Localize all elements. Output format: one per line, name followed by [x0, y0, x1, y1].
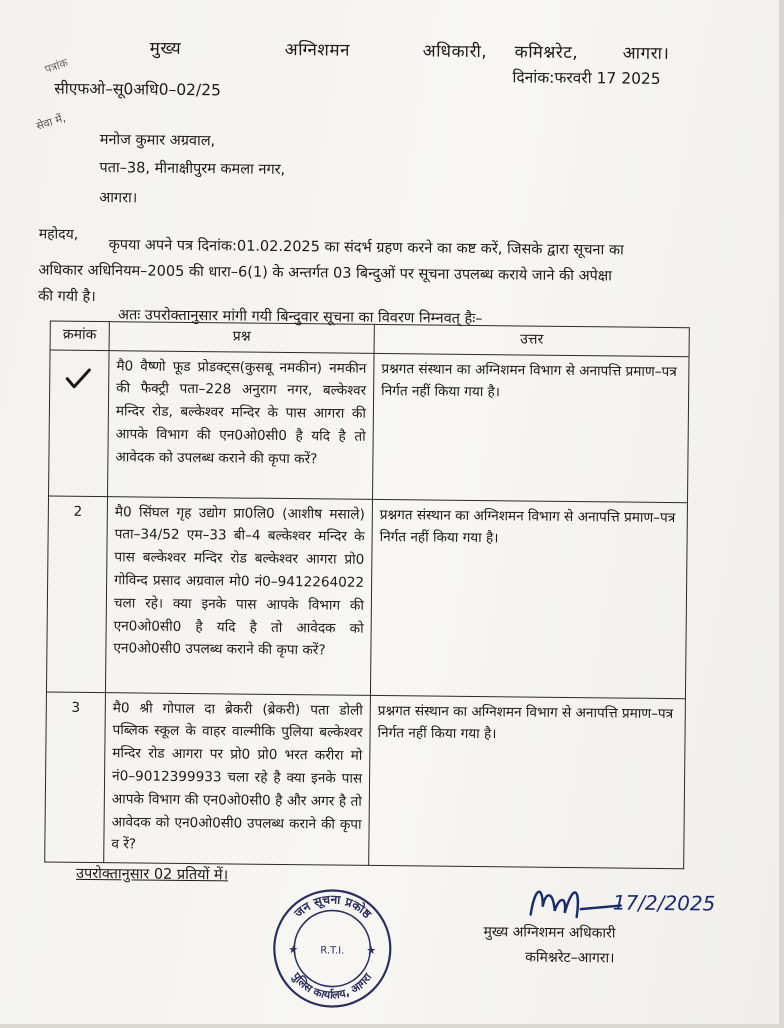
rti-response-table: [44, 321, 690, 869]
recipient-address: पता–38, मीनाक्षीपुरम कमला नगर,: [99, 160, 286, 178]
handwritten-one-tick-icon: [63, 365, 93, 395]
ref-prefix-faint: पत्रांक: [43, 56, 70, 77]
table-row: [49, 350, 689, 503]
stamp-center: R.T.I.: [320, 945, 345, 957]
row-question: मै0 वैष्णो फूड प्रोडक्ट्स(कुसबू नमकीन) नमकीन की फैक्ट्री पता–228 अनुराग नगर, बल्केश्वर मन्दिर रोड, बल्केश्वर मन्दिर के पास आगरा की आपके विभाग की एन0ओ0सी0 है यदि है तो आवेदक को उपलब्ध कराने की कृपा करें?: [108, 350, 375, 499]
rti-cell-stamp: [271, 887, 394, 1010]
body-line-3: की गयी है।: [38, 288, 96, 306]
signature-date: 17/2/2025: [612, 890, 716, 916]
row-question: मै0 सिंघल गृह उद्योग प्रा0लि0 (आशीष मसाले) पता–34/52 एम–33 बी–4 बल्केश्वर मन्दिर के पास बल्केश्वर मन्दिर रोड बल्केश्वर आगरा प्रो0 गोविन्द प्रसाद अग्रवाल मो0 नं0–9412264022 चला रहे। क्या इनके पास आपके विभाग की एन0ओ0सी0 है यदि है तो आवेदक को एन0ओ0सी0 उपलब्ध कराने की कृपा करें?: [105, 496, 372, 695]
body-line-2: अधिकार अधिनियम–2005 की धारा–6(1) के अन्तर्गत 03 बिन्दुओं पर सूचना उपलब्ध कराये जाने की अपेक्षा: [38, 262, 613, 285]
body-line-4: अतः उपरोक्तानुसार मांगी गयी बिन्दुवार सूचना का विवरण निम्नवत् हैः–: [117, 307, 483, 328]
stamp-star-right-icon: ★: [366, 943, 377, 957]
row-question: मै0 श्री गोपाल दा ब्रेकरी (ब्रेकरी) पता डोली पब्लिक स्कूल के वाहर वाल्मीकि पुलिया बल्केश्वर मन्दिर रोड आगरा पर प्रो0 प्रो0 भरत करीरा मो नं0–9012399933 चला रहे है क्या इनके पास आपके विभाग की एन0ओ0सी0 है और अगर है तो आवेदक को एन0ओ0सी0 उपलब्ध कराने की कृपा व रें?: [104, 692, 371, 865]
table-row: [45, 692, 686, 869]
header-word-mukhya: मुख्य: [149, 38, 182, 59]
header-serial: क्रमांक: [50, 321, 109, 350]
row-answer: प्रश्नगत संस्थान का अग्निशमन विभाग से अनापत्ति प्रमाण–पत्र निर्गत नहीं किया गया है।: [370, 499, 687, 698]
recipient-name: मनोज कुमार अग्रवाल,: [99, 132, 216, 150]
body-line-1: कृपया अपने पत्र दिनांक:01.02.2025 का संदर्भ ग्रहण करने का कष्ट करें, जिसके द्वारा सूचना का: [108, 237, 624, 259]
signatory-designation: मुख्य अग्निशमन अधिकारी: [483, 924, 616, 942]
stamp-star-left-icon: ★: [288, 943, 299, 957]
header-word-agnishaman: अग्निशमन: [284, 39, 351, 61]
reference-number: सीएफओ–सू0अधि0–02/25: [54, 79, 222, 100]
stamp-bottom-text: पुलिस कार्यालय, आगरा: [289, 970, 375, 1002]
row-answer: प्रश्नगत संस्थान का अग्निशमन विभाग से अनापत्ति प्रमाण–पत्र निर्गत नहीं किया गया है।: [369, 695, 686, 868]
salutation: महोदय,: [38, 226, 79, 243]
recipient-city: आगरा।: [99, 190, 138, 207]
row-serial: 2: [46, 496, 107, 693]
row-serial: 3: [45, 692, 106, 863]
header-word-commissionerate: कमिश्नरेट,: [514, 42, 579, 64]
header-word-adhikari: अधिकारी,: [422, 41, 488, 63]
letter-date: दिनांक:फरवरी 17 2025: [512, 68, 661, 88]
sewa-me-label: सेवा में,: [34, 111, 68, 133]
table-row: [46, 496, 687, 699]
copies-note: उपरोक्तानुसार 02 प्रतियों में।: [75, 865, 229, 884]
header-question: प्रश्न: [109, 322, 374, 353]
svg-text:जन सूचना प्रकोष्ठ: [291, 892, 375, 922]
signatory-office: कमिश्नरेट–आगरा।: [525, 949, 615, 967]
stamp-top-text: जन सूचना प्रकोष्ठ: [291, 892, 374, 921]
row-answer: प्रश्नगत संस्थान का अग्निशमन विभाग से अनापत्ति प्रमाण–पत्र निर्गत नहीं किया गया है।: [373, 353, 690, 502]
header-answer: उत्तर: [374, 324, 689, 356]
header-word-agra: आगरा।: [622, 43, 670, 65]
